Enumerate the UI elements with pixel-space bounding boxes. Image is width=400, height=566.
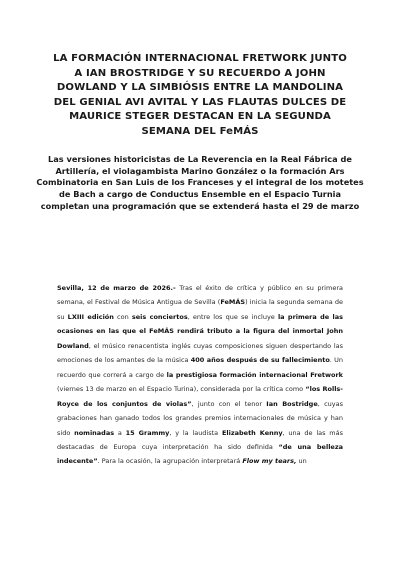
body-paragraph — [57, 281, 343, 469]
body-emphasis: LXIII edición — [67, 312, 114, 321]
body-emphasis: “los Rolls-Royce de los conjuntos de violas” — [57, 385, 343, 408]
body-emphasis-italic — [242, 457, 296, 465]
body-emphasis: FeMÁS — [220, 298, 246, 307]
body-text: Tras el éxito de crítica y público en su primera semana, el Festival de Música Antigua de Sevilla ( — [57, 284, 343, 307]
body-text: , una de las más destacadas de Europa cuya interpretación ha sido definida — [57, 428, 343, 451]
body-emphasis: 400 años después de su fallecimiento — [190, 356, 330, 365]
work-title: Flow my tears, — [242, 457, 297, 466]
body-text: , junto con el tenor — [191, 399, 267, 408]
body-text: . Un recuerdo que correrá a cargo de — [57, 356, 344, 379]
body-text: , cuyas grabaciones han ganado todos los grandes premios internacionales de música y han sido — [57, 399, 343, 437]
body-text: ) inicia la segunda semana de su — [57, 298, 343, 321]
subheadline: Las versiones historicistas de La Reverencia en la Real Fábrica de Artillería, el violagambista Marino González o la formación Ars Combinatoria en San Luis de los Franceses y el integral de los motetes de Bach a cargo de Conductus Ensemble en el Espacio Turnia completan una programación que se extenderá hasta el 29 de marzo — [36, 154, 364, 211]
body-emphasis: seis conciertos — [131, 312, 188, 321]
body-text: (viernes 13 de marzo en el Espacio Turina), considerada por la crítica como — [57, 385, 306, 394]
body-text: , entre los que se incluye — [187, 312, 278, 321]
body-emphasis: 15 Grammy — [125, 428, 170, 437]
headline: LA FORMACIÓN INTERNACIONAL FRETWORK JUNTO A IAN BROSTRIDGE Y SU RECUERDO A JOHN DOWLAND Y LA SIMBIÓSIS ENTRE LA MANDOLINA DEL GENIAL AVI AVITAL Y LAS FLAUTAS DULCES DE MAURICE STEGER DESTACAN EN LA SEGUNDA SEMANA DEL FeMÁS — [53, 53, 347, 137]
body-text: a — [114, 428, 126, 437]
body-emphasis: Elizabeth Kenny — [221, 428, 283, 437]
body-text: un — [296, 457, 307, 466]
dateline: Sevilla, 12 de marzo de 2026.- — [57, 284, 176, 292]
body-emphasis: “de una belleza indecente” — [57, 442, 343, 466]
body-emphasis: la prestigiosa formación internacional Fretwork — [166, 370, 343, 379]
body-text: con — [113, 312, 132, 321]
body-emphasis: Ian Bostridge — [266, 399, 318, 408]
body-text: , y la laudista — [169, 428, 222, 437]
body-emphasis: nominadas — [74, 428, 115, 437]
body-text: , el músico renacentista inglés cuyas composiciones siguen despertando las emociones de los amantes de la música — [57, 341, 343, 365]
body-text: . Para la ocasión, la agrupación interpretará — [97, 457, 243, 466]
body-emphasis: la primera de las ocasiones en las que el FeMÁS rendirá tributo a la figura del inmortal John Dowland — [57, 312, 344, 350]
